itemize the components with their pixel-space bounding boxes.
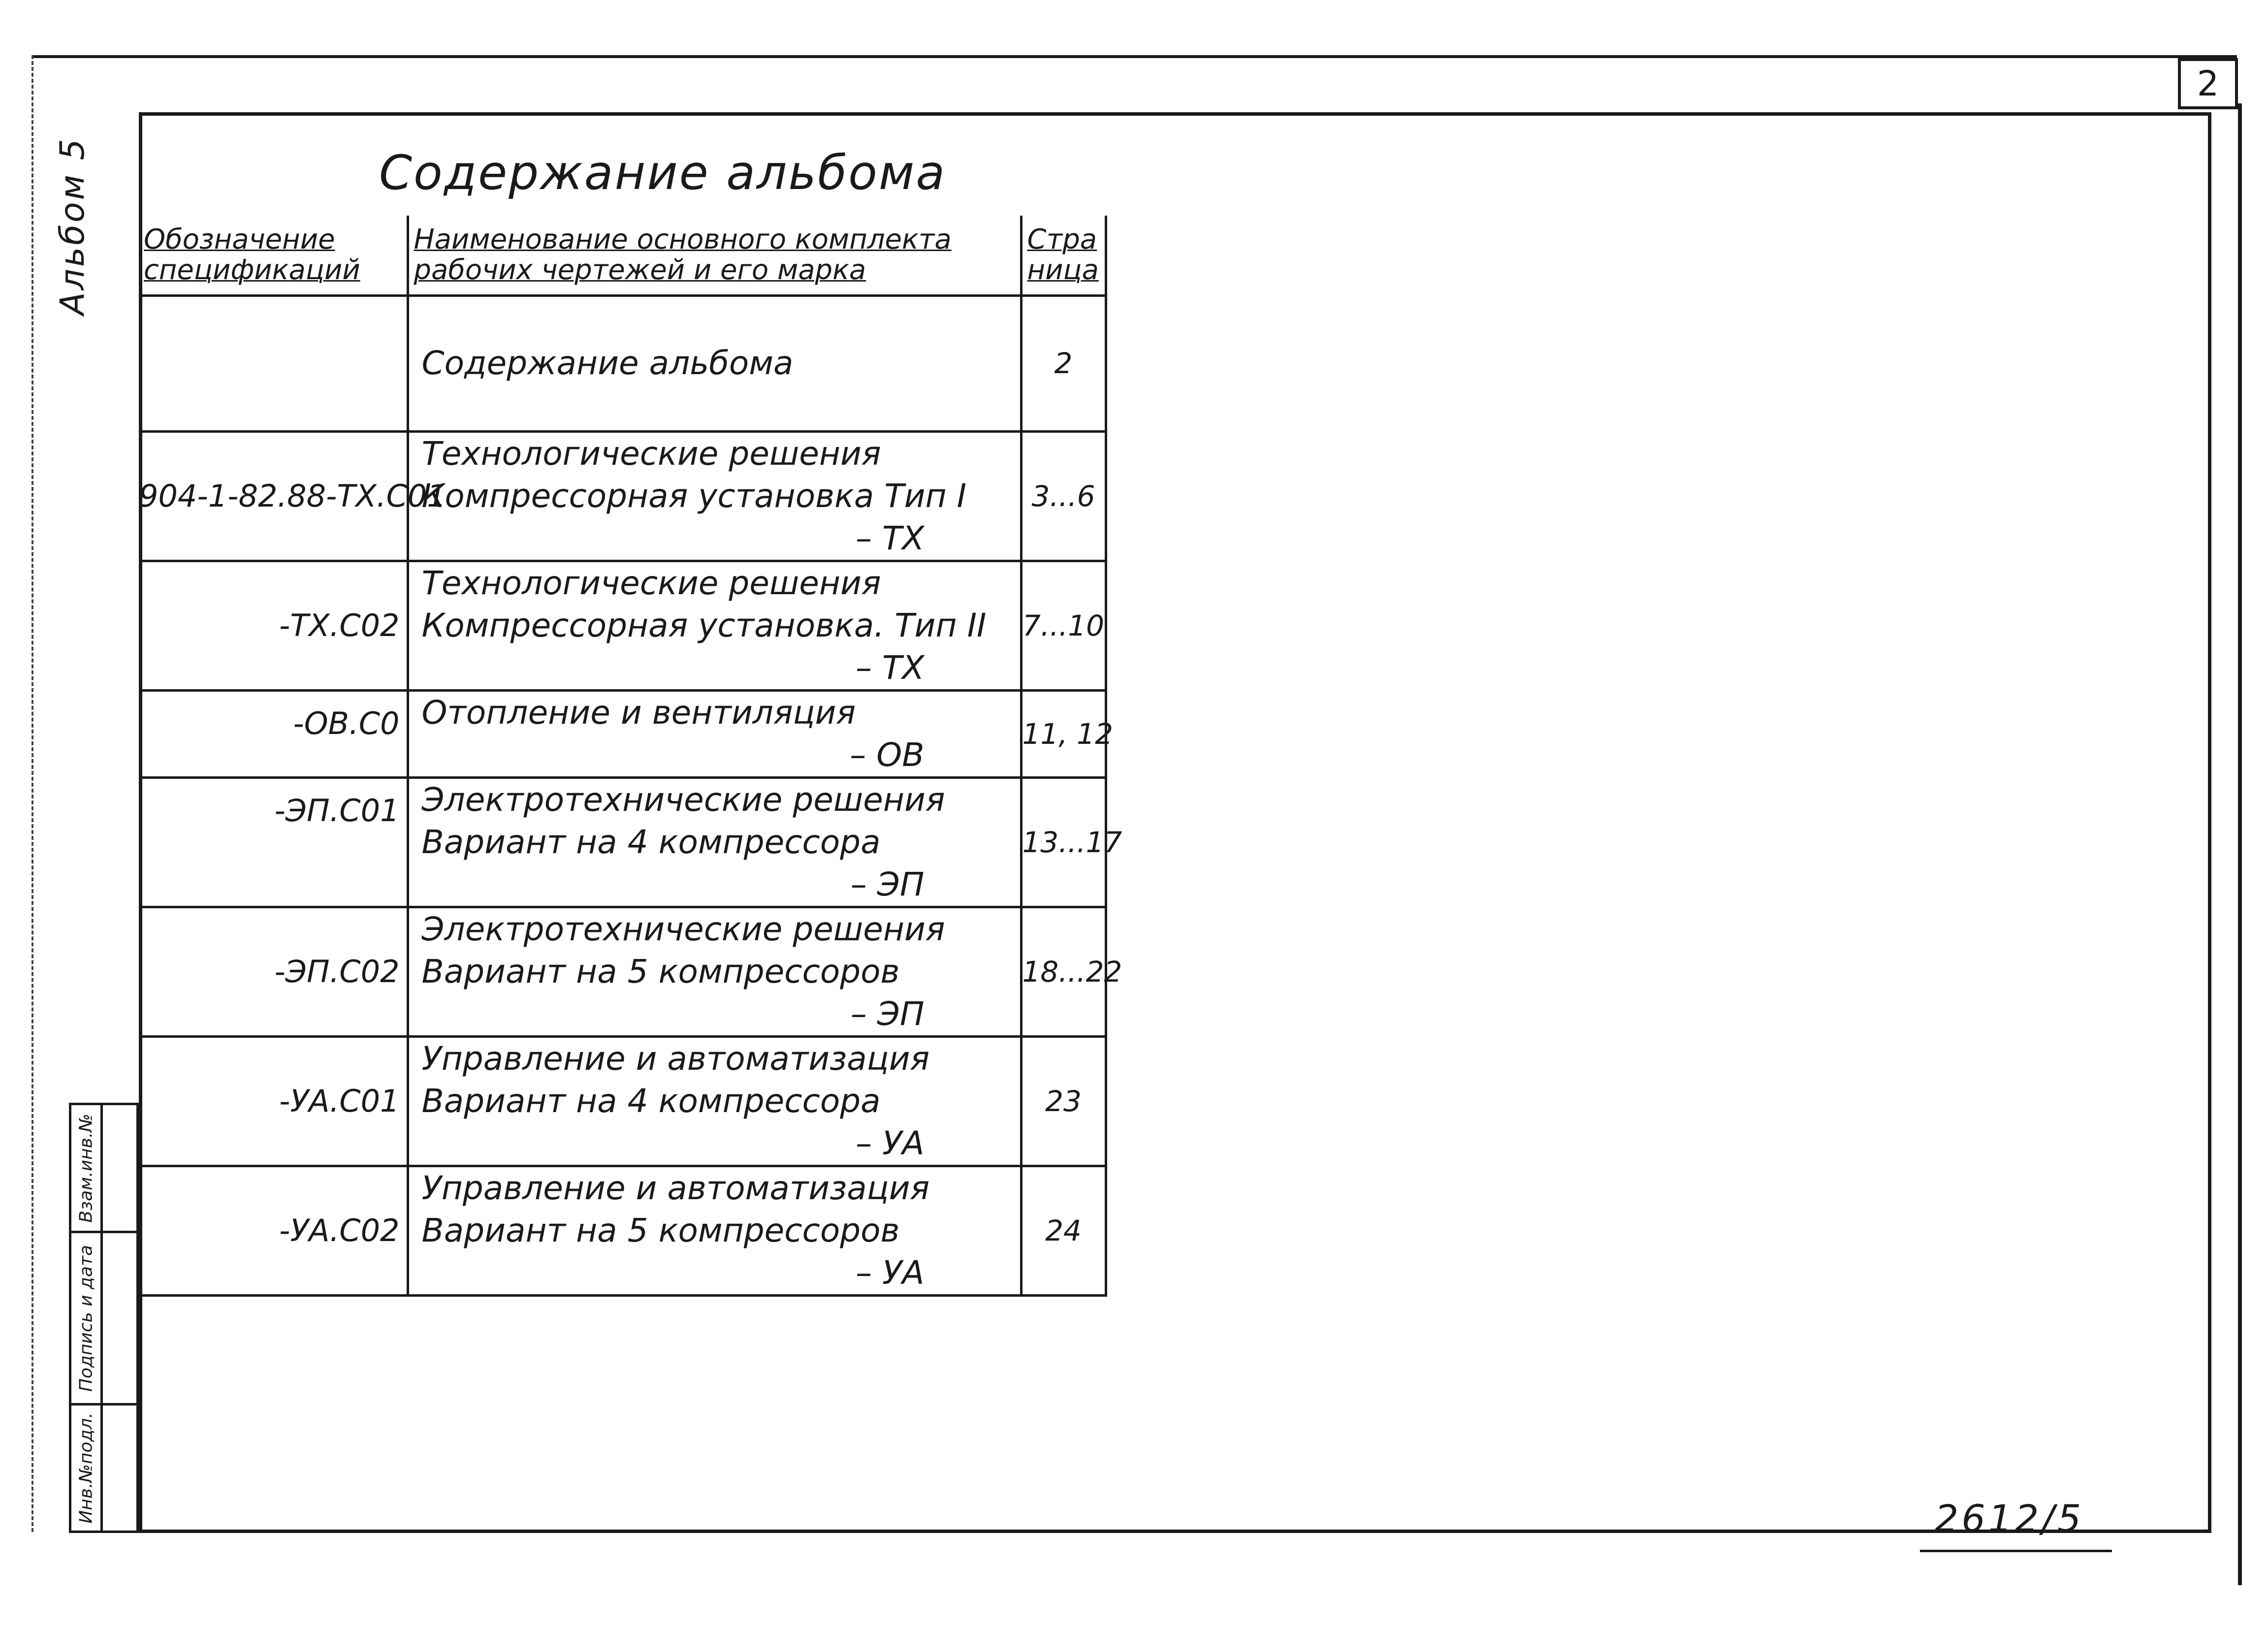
- stamp-inv-no: Инв.№подл.: [76, 1412, 96, 1524]
- page-number-value: 2: [2197, 64, 2219, 104]
- table-row: [139, 561, 1106, 690]
- row-mark: – ЭП: [850, 994, 925, 1033]
- table-header-row: [139, 216, 1106, 295]
- document-number-underline: [1920, 1550, 2112, 1552]
- row-pages: 11, 12: [1021, 690, 1106, 777]
- table-row: [139, 690, 1106, 777]
- row-name-line: Вариант на 4 компрессора: [421, 1082, 881, 1120]
- trim-line: [32, 55, 33, 1532]
- contents-table: [139, 216, 1122, 1297]
- row-name-line: Технологические решения: [421, 434, 881, 473]
- row-name: [408, 907, 1021, 1036]
- stamp-blank-cell: [103, 1105, 136, 1233]
- header-name: Наименование основного комплекта рабочих чертежей и его марка: [408, 216, 1021, 295]
- row-pages: 7...10: [1021, 561, 1106, 690]
- table-row: [139, 777, 1106, 907]
- album-label: Альбом 5: [53, 137, 92, 315]
- page-number: [2178, 58, 2238, 109]
- row-mark: – ЭП: [850, 865, 925, 903]
- row-name: [408, 295, 1021, 431]
- table-row: [139, 907, 1106, 1036]
- row-name: [408, 561, 1021, 690]
- row-name: [408, 777, 1021, 907]
- row-code: -УА.С02: [139, 1166, 408, 1295]
- side-stamp: [69, 1103, 139, 1533]
- table-row: [139, 1166, 1106, 1295]
- stamp-replaced-inv: Взам.инв.№: [76, 1113, 96, 1223]
- page-title: Содержание альбома: [379, 145, 947, 200]
- row-name-line: Управление и автоматизация: [421, 1169, 930, 1207]
- row-name-line: Содержание альбома: [421, 344, 794, 382]
- row-name-line: Вариант на 5 компрессоров: [421, 1211, 900, 1249]
- document-number: 2612/5: [1935, 1497, 2084, 1540]
- row-code: -ОВ.С0: [139, 690, 408, 777]
- row-name: [408, 1166, 1021, 1295]
- stamp-signature-cell: [71, 1233, 103, 1405]
- row-name-line: Электротехнические решения: [421, 910, 945, 948]
- table-row: [139, 295, 1106, 431]
- row-name: [408, 690, 1021, 777]
- row-pages: 3...6: [1021, 431, 1106, 561]
- header-page: Стра ница: [1021, 216, 1106, 295]
- row-code: -ЭП.С02: [139, 907, 408, 1036]
- row-name-line: Отопление и вентиляция: [421, 693, 856, 732]
- table-row: [139, 1036, 1106, 1166]
- row-code: [139, 295, 408, 431]
- stamp-signature-date: Подпись и дата: [76, 1245, 96, 1392]
- row-code: -УА.С01: [139, 1036, 408, 1166]
- row-pages: 23: [1021, 1036, 1106, 1166]
- stamp-blank-cell: [103, 1233, 136, 1405]
- row-name-line: Вариант на 4 компрессора: [421, 823, 881, 861]
- table-row: [139, 431, 1106, 561]
- row-mark: – УА: [856, 1253, 925, 1292]
- stamp-blank-cell: [103, 1405, 136, 1531]
- row-mark: – ТХ: [855, 519, 925, 557]
- row-name-line: Компрессорная установка. Тип II: [421, 606, 987, 644]
- row-name-line: Технологические решения: [421, 564, 881, 602]
- stamp-inv-cell: [71, 1405, 103, 1531]
- row-code: -ТХ.С02: [139, 561, 408, 690]
- row-mark: – ОВ: [850, 735, 925, 774]
- row-code: -ЭП.С01: [139, 777, 408, 907]
- row-name-line: Компрессорная установка Тип I: [421, 477, 967, 515]
- header-designation: Обозначение спецификаций: [139, 216, 408, 295]
- row-name: [408, 1036, 1021, 1166]
- sheet-right-edge: [2238, 103, 2242, 1585]
- row-pages: 13...17: [1021, 777, 1106, 907]
- row-name: [408, 431, 1021, 561]
- stamp-replaced-inv-cell: [71, 1105, 103, 1233]
- row-mark: – УА: [856, 1124, 925, 1162]
- row-name-line: Вариант на 5 компрессоров: [421, 952, 900, 990]
- row-pages: 24: [1021, 1166, 1106, 1295]
- row-name-line: Электротехнические решения: [421, 780, 945, 819]
- row-pages: 2: [1021, 295, 1106, 431]
- row-pages: 18...22: [1021, 907, 1106, 1036]
- row-name-line: Управление и автоматизация: [421, 1039, 930, 1078]
- row-code: 904-1-82.88-ТХ.С01: [139, 431, 408, 561]
- row-mark: – ТХ: [855, 648, 925, 687]
